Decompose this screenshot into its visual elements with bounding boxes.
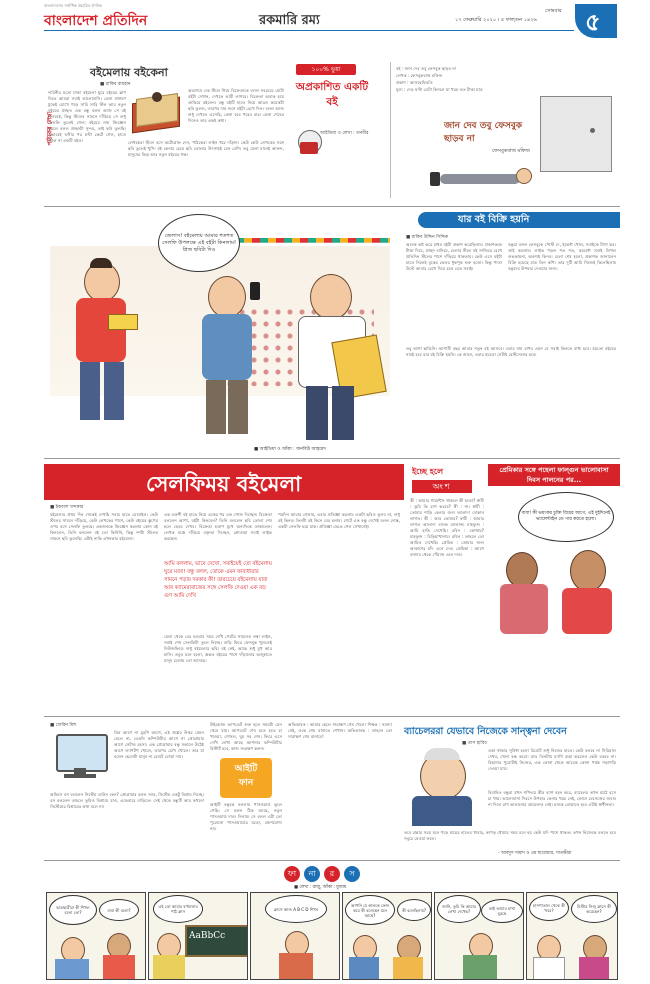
article-it-fun bbox=[44, 718, 396, 860]
section-header-word: অংশ bbox=[412, 480, 472, 493]
article-credit: আইডিয়া ও লেখা : তনবীর bbox=[320, 131, 369, 136]
article-body-col2: বন্ধুরা বলল ফেসবুকে পোস্ট দে, ইভেন্ট খোল, সবাইকে ট্যাগ কর। তাই করলাম। লাইক পড়ল শত শত, কমেন্টে সবাই লিখল শুভকামনা, অবশ্যই কিনব। মেলা শেষ হলো, প্রকাশক জানালেন বিক্রি হয়েছে মাত্র তিন কপি। তার দুটি আমি নিজেই কিনেছিলাম বন্ধুদের উপহার দেওয়ার জন্য। bbox=[508, 242, 616, 271]
article-body-col3: তবে রান্নার সময় মনে পড়ে মায়ের হাতের খাবার, কাপড় ধোয়ার সময় মনে হয় কেউ যদি পাশে থাকত। তখন নিজেকে বলতে হবে সবুরে মেওয়া ফলে। bbox=[404, 830, 616, 841]
comic-panel-6 bbox=[526, 892, 618, 980]
article-body-col2: বিবাহিত বন্ধুরা যখন শপিংয়ে স্ত্রীর ব্যাগ বহন করে, ব্যাচেলর তখন মাঠে বসে চা খায়। ভালোবাসা দিবসে উপহার কেনার খরচ নেই, ফোনে মেসেজের জবাব না দিলে রাগ ভাঙানোর ঝামেলাও নেই। মনকে বোঝাতে হবে এটাই স্বাধীনতা। bbox=[488, 790, 616, 807]
article-body-col1: দামিনীর মতো ঢাকা বইমেলা ঘুরে বইয়ের ঘ্রাণ নিতে আমরা সবাই ভালোবাসি। মেলা প্রাঙ্গণে ঢুকেই চোখে পড়ে সারি সারি স্টল আর নতুন বইয়ের প্রচ্ছদ। এক বন্ধু বলল আজ সে বই কিনবেই, কিন্তু স্টলের সামনে দাঁড়িয়ে সে শুধু সেলফি তুলেই গেল। বইয়ের নাম জিজ্ঞেস করলে বলল প্রচ্ছদটা সুন্দর, তাই ছবি তুলছি। এভাবেই ঘণ্টার পর ঘণ্টা কেটে গেল, হাতে উঠল না একটি বইও। bbox=[48, 90, 126, 143]
article-title: ব্যাচেলররা যেভাবে নিজেকে সান্ত্বনা দেবেন bbox=[404, 726, 567, 737]
book-meta-publish: প্রকাশ : আসছেফিরতি bbox=[396, 80, 433, 85]
jokes-body: স্ত্রী : আমার গার্মেন্টস থাকলে কী হতো? স্বামী : তুমি কি রাগ করবে? স্ত্রী : না। স্বামী : তোমার শাড়ি কেনার জন্য আলাদা দোকান লাগত। স্ত্রী : আর তোমার? স্বামী : আমার লাগত আলাদা ব্যাংক ব্যালান্স। মাহফুজ : আমি হাতি দেখেছি। রবিন : কোথায়? মাহফুজ : চিড়িয়াখানায়। রবিন : তাহলে তো আমিও দেখেছি। প্রেমিক : তোমার জন্য আকাশের চাঁদ এনে দেব। প্রেমিকা : আগে বাজার থেকে পেঁয়াজ এনে দাও। bbox=[410, 498, 484, 557]
comic-panel-3 bbox=[250, 892, 340, 980]
article-author: ■ রাকিব রায়হান bbox=[100, 82, 131, 87]
fake-badge: ১০০% ভুয়া bbox=[296, 64, 356, 75]
comic-panel-5 bbox=[434, 892, 524, 980]
article-unpublished-book bbox=[290, 62, 390, 158]
speech-bubble: জেলাস! বইমেলায় আমার শতশত সেলফি উপলক্ষে এই বইটা কিনলাম! প্লিজ ছবিটা দিও bbox=[158, 214, 240, 272]
panel6-bubble-a: হাসপাতাল থেকে কী খবর? bbox=[529, 895, 569, 921]
panel1-bubble-b: বাবা কী বলো? bbox=[99, 899, 139, 921]
book-illustration bbox=[128, 90, 184, 136]
article-bachelors bbox=[398, 718, 620, 860]
article-facebook-book bbox=[390, 62, 620, 198]
masthead bbox=[0, 0, 650, 62]
panel2-bubble: এই তো আমার বর্ণমালার পাঠ ক্লাস bbox=[153, 895, 203, 923]
article-book-buying bbox=[44, 60, 288, 200]
funaras-letter-4: স bbox=[344, 866, 360, 882]
page-number: ৫ bbox=[585, 8, 601, 36]
speech-bubble: বাবা! কী ভয়ংকর চুক্তি বিয়ের আগে, এই দুইদিনেই ভ্যালেন্টাইন ডে পার করতে হলো। bbox=[518, 492, 614, 542]
article-author: ■ ইকবাল খন্দকার bbox=[50, 505, 84, 510]
article-body-col2: অবশেষে এক স্টলে গিয়ে বিক্রেতাকে বলল সবচেয়ে মোটা বইটা দেখান, দেখতে ভারী লাগবে। বিক্রেতা অবাক হয়ে তাকিয়ে রইলেন। বন্ধু বইটি হাতে নিয়ে আরও কয়েকটা ছবি তুলল, তারপর দাম শুনে বইটা রেখে দিল। বলল আজ শুধু দেখতে এসেছি, কেনা হবে পরের বার। মেলা শেষের দিনেও তার একই কথা। bbox=[188, 88, 284, 123]
article-falgun-cartoon bbox=[488, 460, 620, 712]
article-signoff: - আবদুস সামাদ ও এম ছারোয়ার, সাতক্ষীরা bbox=[498, 851, 572, 856]
article-title: অপ্রকাশিত একটি বই bbox=[295, 81, 369, 108]
book-meta-title: বই : জান দেব তবু ফেসবুক ছাড়ব না bbox=[396, 66, 456, 71]
article-body-col2: এক তরুণী বই হাতে নিয়ে একের পর এক পোজ দিচ্ছেন। বিক্রেতা বললেন আপা, বইটা কিনবেন? তিনি বললেন ছবি তোলা শেষ হলে ভেবে দেখব। বিক্রেতা হতাশ মুখে অন্যদিকে তাকালেন। লেখক মঞ্চে দাঁড়িয়ে বক্তৃতা দিচ্ছেন, শ্রোতারা সবাই লাইভ করছেন। bbox=[164, 512, 272, 541]
article-body-col2b: আইটি বন্ধুকে বললাম পাসওয়ার্ড ভুলে গেছি। সে বলল ঠিক আছে, নতুন পাসওয়ার্ড দাও। দিলাম। সে বলল এটা তো পুরোনো পাসওয়ার্ডের মতো, গ্রহণযোগ্য নয়। bbox=[210, 802, 282, 831]
article-body-col1: অনেক কষ্ট করে প্রথম বইটা প্রকাশ করেছিলাম। প্রকাশককে টাকা দিয়ে, প্রচ্ছদ বানিয়ে, মেলার স্টলে বই সাজিয়ে রেখে প্রতিদিন স্টলের পাশে দাঁড়িয়ে থাকতাম। কেউ এসে বইটা হাতে নিলেই বুকের ভেতর ধুকপুক শুরু হতো। কিন্তু পাতা উল্টে আবার রেখে দিয়ে চলে যেত সবাই। bbox=[406, 242, 502, 271]
panel5-bubble-a: জানি, তুমি কি আমার লেখা দেখেছ? bbox=[437, 895, 481, 923]
article-author: ■ জেরিন মিহু bbox=[50, 723, 77, 728]
funaras-strip bbox=[44, 862, 620, 984]
vertical-label: পাঠকের লেখা bbox=[46, 111, 54, 146]
panel5-bubble-b: ভাই আমার মাথা ঘুরছে bbox=[481, 899, 523, 923]
cartoon-figure-right bbox=[284, 274, 384, 442]
article-title: আইটি ফান bbox=[234, 764, 258, 788]
article-body-col3: তবু আশা ছাড়িনি। আগামী বছর আবার নতুন বই আসবে। এবার নাম রাখব এমন যে সবাই কিনতে বাধ্য হবে। হয়তো বইয়ের নামই হবে যার বই বিক্রি হয়নি। কে জানে, এবার হয়তো সেটাই বেস্টসেলার হবে। bbox=[406, 346, 616, 357]
computer-illustration bbox=[50, 730, 110, 780]
panel3-bubble: ক্লাসে আজ A B C D শিখব bbox=[265, 895, 327, 923]
comic-panel-2 bbox=[148, 892, 248, 980]
article-unsold-book bbox=[398, 206, 620, 458]
panel6-bubble-b: মিস্টার সিজু ক্লাসে কী করেছেন? bbox=[571, 895, 617, 923]
fallen-figure bbox=[430, 168, 540, 190]
article-body-col1: ডিম আগে না মুরগি আগে, এই প্রশ্নের উত্তর যেমন মেলে না, তেমনি কম্পিউটার আগে না প্রোগ্রামার আগে সেটাও রহস্য। এক প্রোগ্রামার বন্ধু সকালে উঠেই আগে ল্যাপটপ খোলে, তারপর চোখ খোলে। তার মা বলেন ছেলেটা মানুষ না রোবট বোঝা দায়। bbox=[114, 730, 204, 759]
article-body-col2b: মেলা থেকে বের হওয়ার সময় দেখি গেটের সামনেও লম্বা লাইন, সবাই শেষ সেলফিটা তুলে নিচ্ছে। বাড়ি ফিরে ফেসবুক খুলতেই নিউজফিডে শুধু বইমেলার ছবি। বই নেই, আছে শুধু মুখ আর হাসি। তবুও মনে হলো, অন্তত বইয়ের পাশে দাঁড়ানোর অজুহাতে মানুষ মেলায় তো আসছে। bbox=[164, 634, 272, 663]
bachelor-illustration bbox=[404, 748, 482, 828]
funaras-letter-2: না bbox=[304, 866, 320, 882]
article-body-col1: একা থাকার সুবিধা হলো রিমোট শুধু নিজের হাতে। কেউ বলবে না সিরিয়াল দেখব, খেলা বন্ধ করো। রাত তিনটায় ম্যাগি রান্না করলেও কেউ বকবে না। বিছানার পুরোটাই নিজের, এক কোনা থেকে আরেক কোনা পর্যন্ত গড়াগড়ি দেওয়া যায়। bbox=[488, 748, 616, 771]
woman-figure bbox=[496, 546, 554, 636]
main-cartoon bbox=[44, 206, 396, 458]
article-wish-jokes bbox=[406, 460, 486, 712]
article-author: ■ তাস হাবিব bbox=[462, 741, 487, 746]
section-title: রকমারি রম্য bbox=[259, 13, 320, 28]
comic-panel-1 bbox=[46, 892, 146, 980]
panel4-bubble-b: কী বলেছিলাম? bbox=[397, 899, 431, 921]
blackboard-text: AaBbCc bbox=[189, 931, 226, 941]
man-figure bbox=[556, 546, 616, 636]
masthead-day: সোমবার bbox=[545, 8, 562, 14]
article-title: সেলফিময় বইমেলা bbox=[146, 472, 302, 496]
funaras-letter-1: ফা bbox=[284, 866, 300, 882]
cartoon-figure-center bbox=[194, 276, 274, 436]
article-body-col3: লেখকেরা স্টলে বসে অটোগ্রাফ দেন, পাঠকেরা লাইন ধরে দাঁড়ান। কেউ কেউ লেখকের সঙ্গে ছবি তুলেই খুশি। বই কেনার চেয়ে ছবি তোলার উৎসাহই যেন বেশি। তবু মেলা মানেই আনন্দ, মানুষের ভিড় আর নতুন বইয়ের গন্ধ। bbox=[128, 140, 284, 157]
book-meta-price: মূল্য : দেড় ঘণ্টা ডেটা কিনলে যা খরচ তত টাকা মাত্র bbox=[396, 87, 483, 92]
masked-figure bbox=[296, 130, 322, 158]
masthead-logo[interactable]: বাংলাদেশ প্রতিদিন bbox=[44, 13, 148, 29]
panel4-bubble-a: আপনি যে কালকে ফোন করে কী বলেছেন মনে আছে? bbox=[345, 895, 395, 925]
book-meta-author: লেখক : ফেসবুকবাজ মফিজ bbox=[396, 73, 443, 78]
comic-panel-4 bbox=[342, 892, 432, 980]
masthead-date: ১৭ ফেব্রুয়ারি ২০২০ । ৫ ফাল্গুন ১৪২৬ bbox=[455, 17, 537, 23]
article-body-col3: অভিভাবক : আমার ছেলে সারাক্ষণ গেম খেলে। শিক্ষক : সমস্যা নেই, ওকে গেম বানাতে শেখান। অভিভাবক : তাহলে তো সারাক্ষণ গেম বানাবে! bbox=[288, 722, 392, 739]
pull-quote: আমি বললাম, ভাবে দেখো, সবাইয়েই তো বইমেলায় ঘুরে মজা! বন্ধু বলল, তোকে এমন কাব্যধারার সামনে পড়ার দরকার কী! তারচেয়ে বইমেলায় যারা আর ক্যামেরাবাজের সঙ্গে সেলফি দেওয়া এক বড় গুণ আমি দেখি bbox=[164, 561, 272, 599]
funaras-credit: ■ লেখা : রাজু, আঁকা : মুজাম bbox=[294, 885, 347, 890]
article-title: বইমেলায় বইকেনা bbox=[90, 66, 168, 79]
article-body-col1: বইমেলার প্রথম দিন থেকেই দেখছি সবার হাতে মোবাইল। কেউ স্টলের সামনে দাঁড়িয়ে, কেউ লেখকের পাশে, কেউ বইয়ের স্তূপের ওপর বসে সেলফি তুলছে। একজনকে জিজ্ঞেস করলাম কোন বই কিনলেন, তিনি বললেন বই তো কিনিনি, কিন্তু দশটা স্টলের সামনে ছবি তুলেছি। এটাই নাকি এখনকার বইমেলা। bbox=[50, 512, 158, 541]
section-header-lead: ইচ্ছে হলে bbox=[412, 467, 444, 476]
masthead-rule bbox=[44, 30, 574, 31]
blackboard bbox=[185, 925, 248, 957]
door-illustration bbox=[540, 96, 612, 172]
cartoon-figure-left bbox=[64, 262, 144, 426]
article-body-col1b: অফিসে বস বললেন সিস্টেম ডাউন কেন? প্রোগ্রামার বলল স্যার, সিস্টেম একটু বিশ্রাম নিচ্ছে। বস বললেন তাহলে তুমিও বিশ্রামে যাও, একেবারে বাড়িতে। সেই থেকে বন্ধুটি আর কখনো সিস্টেমের বিশ্রামের কথা বলে না। bbox=[50, 792, 204, 809]
article-selfie-fair bbox=[44, 460, 404, 712]
banner-text: প্রেমিকার সঙ্গে পহেলা ফাল্গুন ভালোবাসা দিবস পালনের পর... bbox=[499, 466, 609, 484]
article-title: যার বই বিক্রি হয়নি bbox=[458, 214, 530, 225]
article-body-col3: পরদিন আবার গেলাম, এবার প্রতিজ্ঞা করলাম একটা ছবিও তুলব না, শুধু বই কিনব। তিনটা বই কিনে বের হলাম। গেটে এক বন্ধু দেখেই বলল দোস্ত, একটা সেলফি হয়ে যাক। প্রতিজ্ঞা ভেঙে গেল সেখানেই। bbox=[278, 512, 400, 529]
masthead-tagline: বাংলাদেশের সর্বাধিক প্রচারিত দৈনিক bbox=[44, 3, 102, 8]
book-cover-title: জান দেব তবু ফেসবুক ছাড়ব না bbox=[444, 121, 523, 144]
panel1-bubble-a: ছাত্রছাত্রীরা কী শিখল বলো তো? bbox=[49, 895, 97, 925]
funaras-letter-3: র bbox=[324, 866, 340, 882]
cartoon-credit: ■ আইডিয়া ও আঁকা : জনবিউ আহমেদ bbox=[254, 447, 326, 452]
article-body-col2: উইন্ডোজ আপডেট শুরু হলে সময়টা যেন থেমে যায়। আপডেট শেষ হতে হতে চা খাওয়া, গোসল, ঘুম সব শেষ। ফিরে এসে দেখি লেখা আছে আপনার কম্পিউটার রিস্টার্ট হবে, কাজ সংরক্ষণ করুন। bbox=[210, 722, 282, 751]
article-author: ■ রাকিব উদ্দিন সিদ্দিক bbox=[406, 235, 449, 240]
book-cover-author: ফেসবুকবাজ মফিজ bbox=[492, 148, 530, 154]
